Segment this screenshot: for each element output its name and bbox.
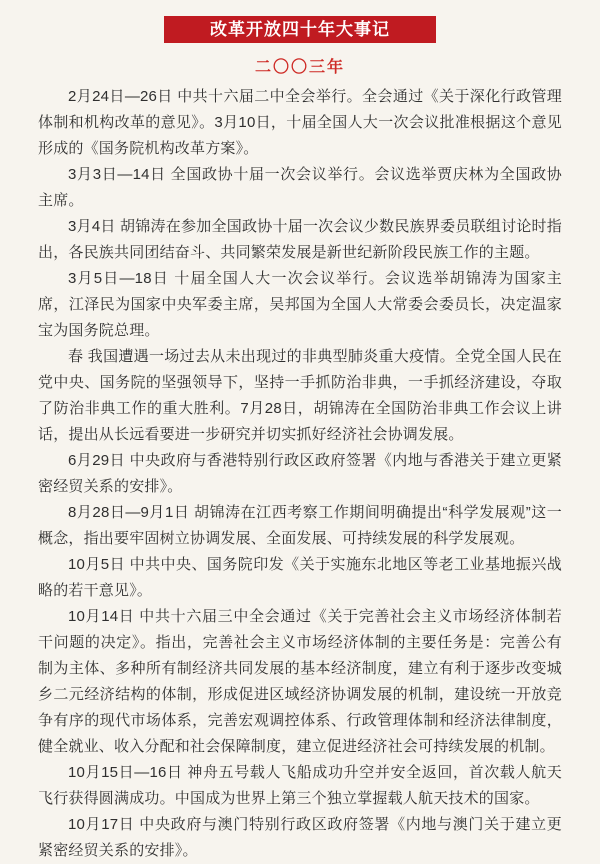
event-paragraph: 春 我国遭遇一场过去从未出现过的非典型肺炎重大疫情。全党全国人民在党中央、国务院的坚强领导下，坚持一手抓防治非典，一手抓经济建设，夺取了防治非典工作的重大胜利。7月28日，胡锦涛在全国防治非典工作会议上讲话，提出从长远看要进一步研究并切实抓好经济社会协调发展。 [38,348,562,443]
event-paragraph: 2月24日—26日 中共十六届二中全会举行。全会通过《关于深化行政管理体制和机构改革的意见》。3月10日，十届全国人大一次会议批准根据这个意见形成的《国务院机构改革方案》。 [38,88,562,157]
event-paragraph: 10月15日—16日 神舟五号载人飞船成功升空并安全返回，首次载人航天飞行获得圆满成功。中国成为世界上第三个独立掌握载人航天技术的国家。 [38,764,562,807]
year-heading: 二〇〇三年 [254,59,345,76]
document-page [0,16,600,859]
event-paragraph: 8月28日—9月1日 胡锦涛在江西考察工作期间明确提出“科学发展观”这一概念，指出要牢固树立协调发展、全面发展、可持续发展的科学发展观。 [38,504,562,547]
page-title: 改革开放四十年大事记 [210,20,390,39]
event-paragraph: 10月17日 中央政府与澳门特别行政区政府签署《内地与澳门关于建立更紧密经贸关系的安排》。 [38,816,562,859]
event-paragraph: 10月5日 中共中央、国务院印发《关于实施东北地区等老工业基地振兴战略的若干意见》。 [38,556,562,599]
event-paragraph: 3月5日—18日 十届全国人大一次会议举行。会议选举胡锦涛为国家主席，江泽民为国家中央军委主席，吴邦国为全国人大常委会委员长，决定温家宝为国务院总理。 [38,270,562,339]
event-paragraph: 3月4日 胡锦涛在参加全国政协十届一次会议少数民族界委员联组讨论时指出，各民族共同团结奋斗、共同繁荣发展是新世纪新阶段民族工作的主题。 [38,218,562,261]
event-paragraph: 3月3日—14日 全国政协十届一次会议举行。会议选举贾庆林为全国政协主席。 [38,166,562,209]
event-list [0,84,600,864]
event-paragraph: 10月14日 中共十六届三中全会通过《关于完善社会主义市场经济体制若干问题的决定》。指出，完善社会主义市场经济体制的主要任务是：完善公有制为主体、多种所有制经济共同发展的基本经济制度，建立有利于逐步改变城乡二元经济结构的体制，形成促进区域经济协调发展的机制，建设统一开放竞争有序的现代市场体系，完善宏观调控体系、行政管理体制和经济法律制度，健全就业、收入分配和社会保障制度，建立促进经济社会可持续发展的机制。 [38,608,562,755]
event-paragraph: 6月29日 中央政府与香港特别行政区政府签署《内地与香港关于建立更紧密经贸关系的安排》。 [38,452,562,495]
title-banner [164,16,436,43]
